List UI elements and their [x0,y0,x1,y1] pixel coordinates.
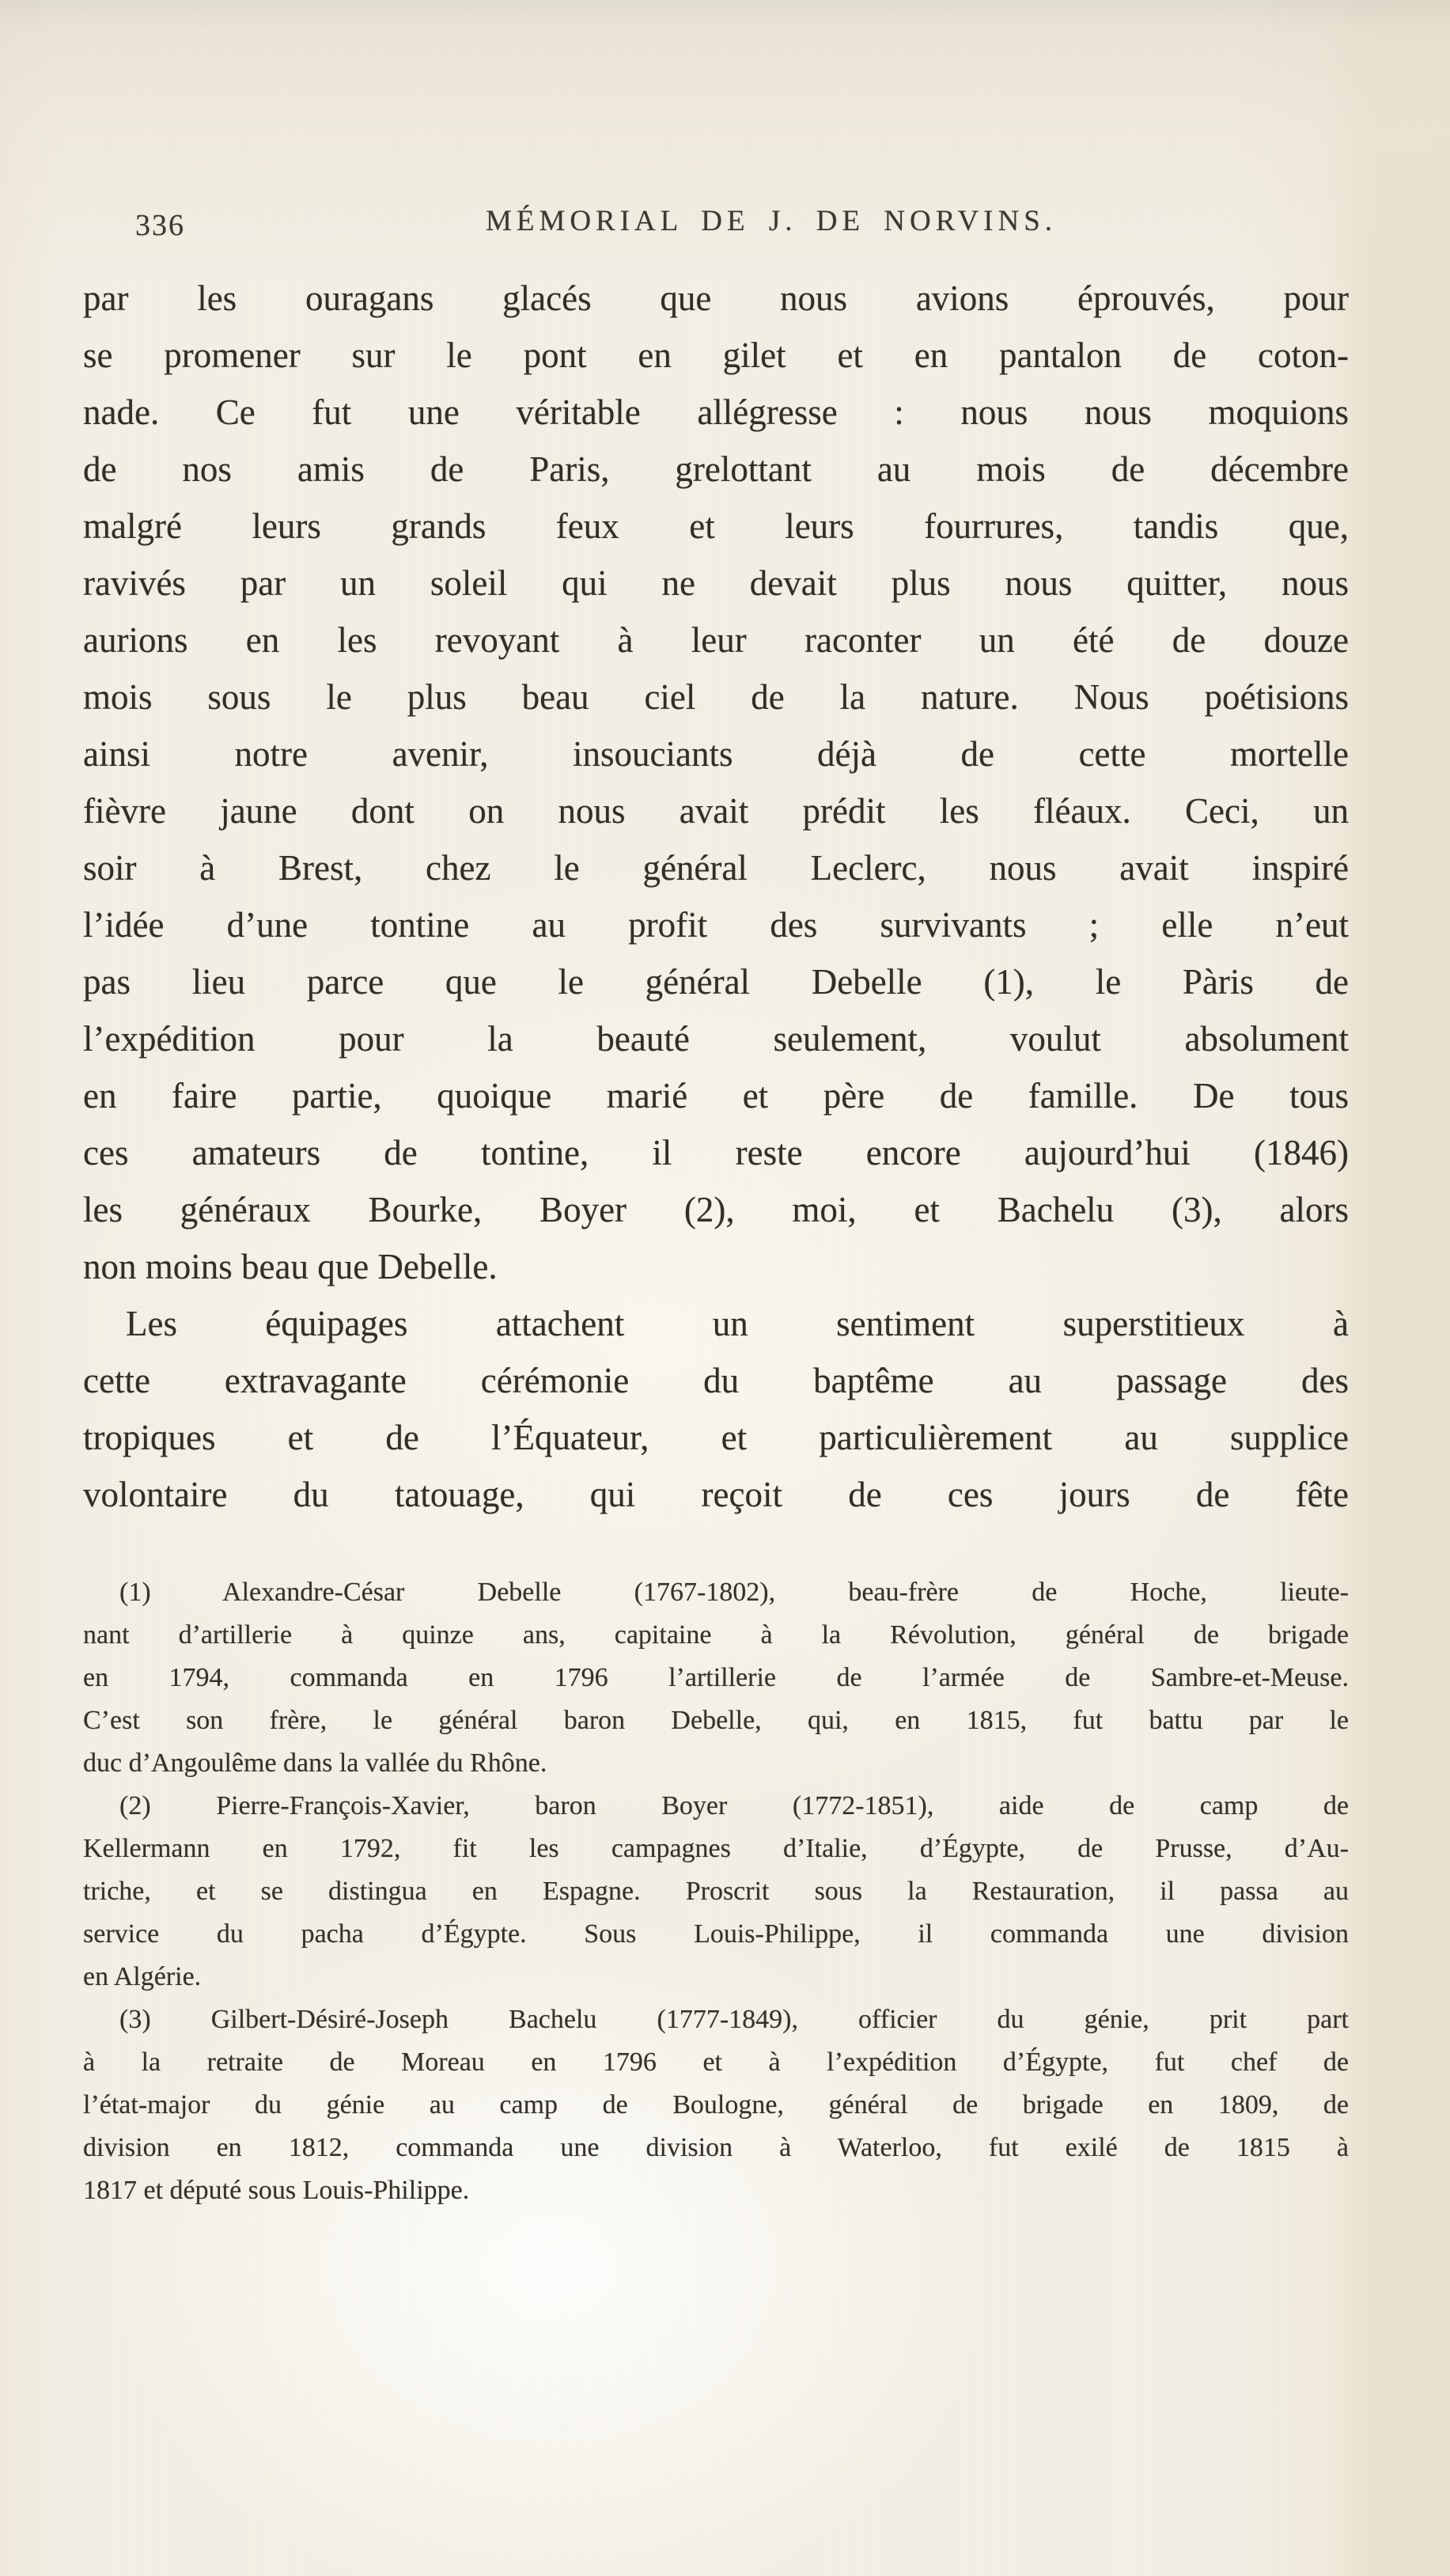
text-line: malgré leurs grands feux et leurs fourrures, tandis que, [83,506,1349,546]
paragraph [83,270,1349,1295]
text-line: tropiques et de l’Équateur, et particulièrement au supplice [83,1418,1349,1457]
text-line: duc d’Angoulême dans la vallée du Rhône. [83,1748,547,1778]
text-line: service du pacha d’Égypte. Sous Louis-Philippe, il commanda une division [83,1919,1349,1949]
text-line: ces amateurs de tontine, il reste encore aujourd’hui (1846) [83,1133,1349,1172]
text-line: Kellermann en 1792, fit les campagnes d’Italie, d’Égypte, de Prusse, d’Au- [83,1834,1349,1863]
text-line: (2) Pierre-François-Xavier, baron Boyer (1772-1851), aide de camp de [119,1791,1349,1820]
page-number: 336 [135,209,185,242]
text-line: de nos amis de Paris, grelottant au mois de décembre [83,449,1349,489]
paragraph [83,1295,1349,1523]
footnote [83,1998,1349,2212]
text-line: 1817 et député sous Louis-Philippe. [83,2176,470,2205]
text-line: l’état-major du génie au camp de Boulogne, général de brigade en 1809, de [83,2090,1349,2120]
text-line: les généraux Bourke, Boyer (2), moi, et Bachelu (3), alors [83,1190,1349,1229]
text-line: pas lieu parce que le général Debelle (1), le Pàris de [83,962,1349,1002]
text-line: nade. Ce fut une véritable allégresse : nous nous moquions [83,392,1349,432]
text-line: (1) Alexandre-César Debelle (1767-1802), beau-frère de Hoche, lieute- [119,1578,1349,1607]
page-header [83,204,1349,255]
text-line: en 1794, commanda en 1796 l’artillerie de l’armée de Sambre-et-Meuse. [83,1663,1349,1692]
text-line: volontaire du tatouage, qui reçoit de ces jours de fête [83,1475,1349,1514]
text-line: se promener sur le pont en gilet et en pantalon de coton- [83,335,1349,375]
text-line: en faire partie, quoique marié et père de famille. De tous [83,1076,1349,1116]
text-line: division en 1812, commanda une division à Waterloo, fut exilé de 1815 à [83,2133,1349,2162]
text-line: triche, et se distingua en Espagne. Proscrit sous la Restauration, il passa au [83,1877,1349,1906]
running-title: MÉMORIAL DE J. DE NORVINS. [485,205,1058,237]
text-line: l’idée d’une tontine au profit des survivants ; elle n’eut [83,905,1349,945]
text-line: Les équipages attachent un sentiment superstitieux à [126,1304,1349,1343]
footnotes [83,1571,1349,2212]
text-line: C’est son frère, le général baron Debelle, qui, en 1815, fut battu par le [83,1706,1349,1735]
text-line: fièvre jaune dont on nous avait prédit les fléaux. Ceci, un [83,791,1349,831]
footnote [83,1785,1349,1998]
text-line: aurions en les revoyant à leur raconter un été de douze [83,620,1349,660]
text-line: l’expédition pour la beauté seulement, voulut absolument [83,1019,1349,1059]
text-line: non moins beau que Debelle. [83,1247,498,1286]
text-line: ainsi notre avenir, insouciants déjà de cette mortelle [83,734,1349,774]
text-line: cette extravagante cérémonie du baptême au passage des [83,1361,1349,1400]
text-line: par les ouragans glacés que nous avions éprouvés, pour [83,278,1349,318]
text-line: à la retraite de Moreau en 1796 et à l’expédition d’Égypte, fut chef de [83,2048,1349,2077]
text-line: nant d’artillerie à quinze ans, capitaine à la Révolution, général de brigade [83,1620,1349,1650]
text-line: mois sous le plus beau ciel de la nature. Nous poétisions [83,677,1349,717]
text-line: ravivés par un soleil qui ne devait plus nous quitter, nous [83,563,1349,603]
text-line: soir à Brest, chez le général Leclerc, nous avait inspiré [83,848,1349,888]
text-line: (3) Gilbert-Désiré-Joseph Bachelu (1777-1849), officier du génie, prit part [119,2005,1349,2034]
body-text [83,270,1349,1523]
text-line: en Algérie. [83,1962,202,1991]
footnote [83,1571,1349,1785]
